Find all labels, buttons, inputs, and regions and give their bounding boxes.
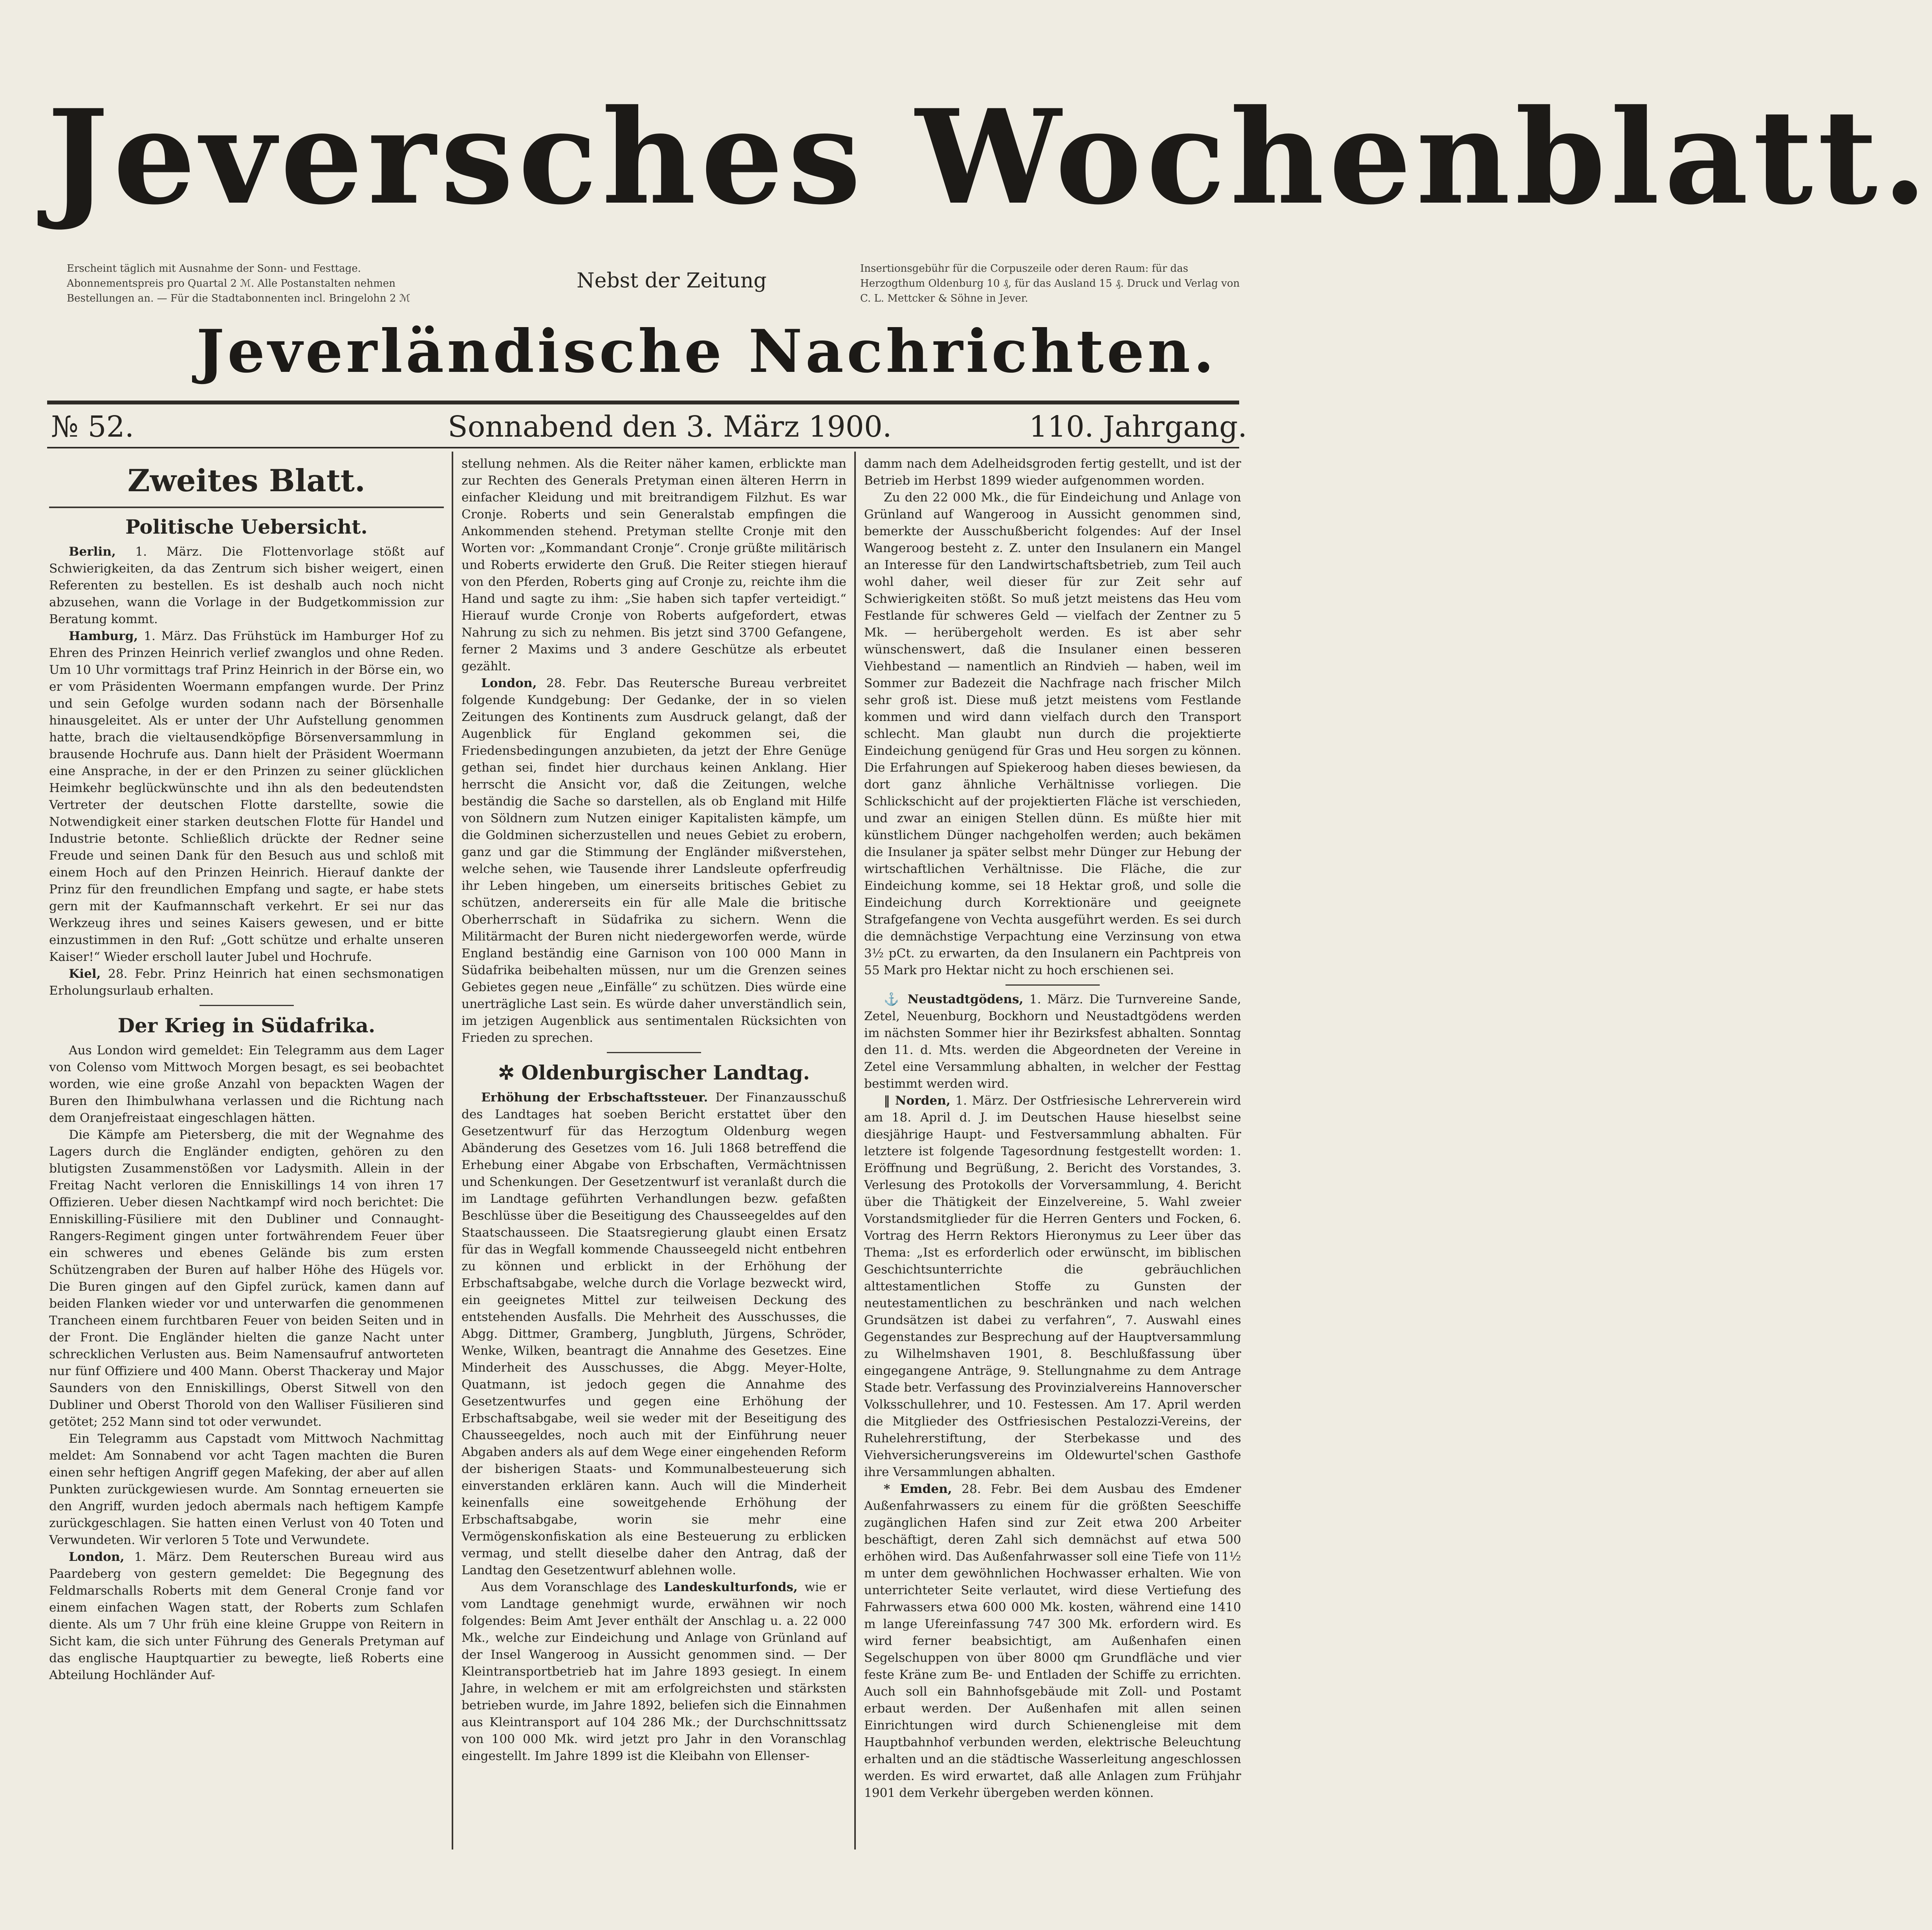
article-paragraph: Aus London wird gemeldet: Ein Telegramm aus dem Lager von Colenso vom Mittwoch Morgen besagt, es sei beobachtet worden, wie eine große Anzahl von bepackten Wagen der Buren den Ihimbulwhana verlassen und die Richtung nach dem Oranjefreistaat eingeschlagen hätten.	[49, 1043, 444, 1125]
article-paragraph: Aus dem Voranschlage des Landeskulturfonds, wie er vom Landtage genehmigt wurde, erwähnen wir noch folgendes: Beim Amt Jever enthält der Anschlag u. a. 22 000 Mk., welche zur Eindeichung und Anlage von Grünland auf der Insel Wangeroog in Aussicht genommen sind. — Der Kleintransportbetrieb hat im Jahre 1893 gesiegt. In einem Jahre, in welchem er mit am erfolgreichsten und stärksten betrieben wurde, im Jahre 1892, beliefen sich die Einnahmen aus Kleintransport auf 104 286 Mk.; der Durchschnittssatz von 100 000 Mk. wird jetzt pro Jahr in den Voranschlag eingestellt. Im Jahre 1899 ist die Kleibahn von Ellenser-	[461, 1580, 846, 1763]
divider	[200, 1005, 294, 1006]
subscription-info: Erscheint täglich mit Ausnahme der Sonn- und Festtage. Abonnementspreis pro Quartal 2 ℳ. Alle Postanstalten nehmen Bestellungen an. — Für die Stadtabonnenten incl. Bringelohn 2 ℳ	[67, 263, 410, 304]
article-lead: Erhöhung der Erbschaftssteuer.	[481, 1090, 708, 1105]
column-3	[864, 456, 1241, 1846]
article-paragraph: Berlin, 1. März. Die Flottenvorlage stößt auf Schwierigkeiten, da das Zentrum sich bisher weigert, einen Referenten zu bestellen. Es ist deshalb auch noch nicht abzusehen, wann die Vorlage in der Budgetkommission zur Beratung kommt.	[49, 545, 444, 626]
divider	[1005, 984, 1100, 986]
dateline: Kiel,	[69, 967, 101, 981]
dateline: Berlin,	[69, 545, 116, 559]
dateline: * Emden,	[884, 1482, 952, 1496]
column-divider	[854, 452, 856, 1850]
dateline: London,	[481, 676, 537, 690]
masthead-subtitle: Jeverländische Nachrichten.	[196, 317, 1217, 386]
column-divider	[452, 452, 453, 1850]
header-rule-bottom	[47, 447, 1239, 448]
article-paragraph: ⚓ Neustadtgödens, 1. März. Die Turnvereine Sande, Zetel, Neuenburg, Bockhorn und Neustadtgödens werden im nächsten Sommer hier ihr Bezirksfest abhalten. Sonntag den 11. d. Mts. werden die Abgeordneten der Vereine in Zetel eine Versammlung abhalten, in welcher der Festtag bestimmt werden wird.	[864, 992, 1241, 1091]
issue-volume: 110. Jahrgang.	[1029, 410, 1247, 444]
masthead-title: Jeversches Wochenblatt.	[47, 81, 1932, 233]
article-paragraph: Die Kämpfe am Pietersberg, die mit der Wegnahme des Lagers durch die Engländer endigten, gehören zu den blutigsten Zusammenstößen vor Ladysmith. Allein in der Freitag Nacht verloren die Enniskillings 14 von ihren 17 Offizieren. Ueber diesen Nachtkampf wird noch berichtet: Die Enniskilling-Füsiliere mit den Dubliner und Connaught-Rangers-Regiment gingen unter fortwährendem Feuer über ein schweres und ebenes Gelände bis zum ersten Schützengraben der Buren auf halber Höhe des Hügels vor. Die Buren gingen auf den Gipfel zurück, kamen dann auf beiden Flanken wieder vor und unterwarfen die genommenen Trancheen einem furchtbaren Feuer von beiden Seiten und in der Front. Die Engländer hielten die ganze Nacht unter schrecklichen Verlusten aus. Beim Namensaufruf antworteten nur fünf Offiziere und 400 Mann. Oberst Thackeray und Major Saunders von den Enniskillings, Oberst Sitwell von den Dubliner und Oberst Thorold von den Walliser Füsilieren sind getötet; 252 Mann sind tot oder verwundet.	[49, 1128, 444, 1429]
advertising-info: Insertionsgebühr für die Corpuszeile oder deren Raum: für das Herzogthum Oldenburg 10 ₰, für das Ausland 15 ₰. Druck und Verlag von C. L. Mettcker & Söhne in Jever.	[860, 263, 1240, 304]
column-2	[461, 456, 846, 1846]
section-heading: Politische Uebersicht.	[125, 515, 368, 538]
article-paragraph: Hamburg, 1. März. Das Frühstück im Hamburger Hof zu Ehren des Prinzen Heinrich verlief zwanglos und ohne Reden. Um 10 Uhr vormittags traf Prinz Heinrich in der Börse ein, wo er vom Präsidenten Woermann empfangen wurde. Der Prinz und sein Gefolge wurden sodann nach der Börsenhalle hinausgeleitet. Als er unter der Uhr Aufstellung genommen hatte, brach die vieltausendköpfige Börsenversammlung in brausende Hochrufe aus. Dann hielt der Präsident Woermann eine Ansprache, in der er den Prinzen zu seiner glücklichen Heimkehr beglückwünschte und ihn als den bedeutendsten Vertreter der deutschen Flotte darstellte, sowie die Notwendigkeit einer starken deutschen Flotte für Handel und Industrie betonte. Schließlich drückte der Redner seine Freude und seinen Dank für den Besuch aus und schloß mit einem Hoch auf den Prinzen Heinrich. Hierauf dankte der Prinz für den freundlichen Empfang und sagte, er habe stets gern mit der Kaufmannschaft verkehrt. Er sei nur das Werkzeug ihres und seines Kaisers gewesen, und er bitte einzustimmen in den Ruf: „Gott schütze und erhalte unseren Kaiser!“ Wieder erscholl lauter Jubel und Hochrufe.	[49, 629, 444, 964]
article-paragraph: * Emden, 28. Febr. Bei dem Ausbau des Emdener Außenfahrwassers zu einem für die größten Seeschiffe zugänglichen Hafen sind zur Zeit etwa 200 Arbeiter beschäftigt, deren Zahl sich demnächst auf etwa 500 erhöhen wird. Das Außenfahrwasser soll eine Tiefe von 11½ m unter dem gewöhnlichen Hochwasser erhalten. Wie von unterrichteter Seite verlautet, wird diese Vertiefung des Fahrwassers etwa 600 000 Mk. kosten, während eine 1410 m lange Ufereinfassung 747 300 Mk. erfordern wird. Es wird ferner beabsichtigt, am Außenhafen einen Segelschuppen von über 8000 qm Grundfläche und vier feste Kräne zum Be- und Entladen der Schiffe zu errichten. Auch soll ein Bahnhofsgebäude mit Zoll- und Postamt erbaut werden. Der Außenhafen mit allen seinen Einrichtungen wird durch Schienengleise mit dem Hauptbahnhof verbunden werden, elektrische Beleuchtung erhalten und an die städtische Wasserleitung angeschlossen werden. Es wird erwartet, daß alle Anlagen zum Frühjahr 1901 dem Verkehr übergeben werden können.	[864, 1482, 1241, 1800]
article-paragraph: Zu den 22 000 Mk., die für Eindeichung und Anlage von Grünland auf Wangeroog in Aussicht genommen sind, bemerkte der Ausschußbericht folgendes: Auf der Insel Wangeroog besteht z. Z. unter den Insulanern ein Mangel an Interesse für den Landwirtschaftsbetrieb, zum Teil auch wohl daher, weil dieser für zur Zeit sehr auf Schwierigkeiten stößt. So muß jetzt meistens das Heu vom Festlande für schweres Geld — vielfach der Zentner zu 5 Mk. — herübergeholt werden. Es ist aber sehr wünschenswert, daß die Insulaner einen besseren Viehbestand — namentlich an Rindvieh — haben, weil im Sommer zur Badezeit die Nachfrage nach frischer Milch sehr groß ist. Diese muß jetzt meistens vom Festlande kommen und wird dann vielfach durch den Transport schlecht. Man glaubt nun durch die projektierte Eindeichung genügend für Gras und Heu sorgen zu können. Die Erfahrungen auf Spiekeroog haben dieses bewiesen, da dort ganz ähnliche Verhältnisse vorliegen. Die Schlickschicht auf der projektierten Fläche ist verschieden, und zwar an einigen Stellen dünn. Es müßte hier mit künstlichem Dünger nachgeholfen werden; auch bekämen die Insulaner ja später selbst mehr Dünger zur Hebung der wirtschaftlichen Verhältnisse. Die Fläche, die zur Eindeichung komme, sei 18 Hektar groß, und solle die Eindeichung durch Korrektionäre und geeignete Strafgefangene von Vechta ausgeführt werden. Es sei durch die demnächstige Verpachtung eine Verzinsung von etwa 3½ pCt. zu erwarten, da den Insulanern ein Pachtpreis von 55 Mark pro Hektar nicht zu hoch erschienen sei.	[864, 490, 1241, 977]
dateline: ⚓ Neustadtgödens,	[884, 992, 1024, 1006]
article-lead: Landeskulturfonds,	[664, 1580, 798, 1594]
dateline: London,	[69, 1550, 125, 1564]
divider	[49, 507, 444, 508]
article-paragraph: London, 1. März. Dem Reuterschen Bureau wird aus Paardeberg von gestern gemeldet: Die Begegnung des Feldmarschalls Roberts mit dem General Cronje fand vor einem einfachen Wagen statt, der Roberts zum Schlafen diente. Als um 7 Uhr früh eine kleine Gruppe von Reitern in Sicht kam, die sich unter Führung des Generals Pretyman auf das englische Hauptquartier zu bewegte, ließ Roberts eine Abteilung Hochländer Auf-	[49, 1550, 444, 1682]
dateline: ‖ Norden,	[884, 1094, 950, 1108]
article-paragraph: Erhöhung der Erbschaftssteuer. Der Finanzausschuß des Landtages hat soeben Bericht erstattet über den Gesetzentwurf für das Herzogtum Oldenburg wegen Abänderung des Gesetzes vom 16. Juli 1868 betreffend die Erhebung einer Abgabe von Erbschaften, Vermächtnissen und Schenkungen. Der Gesetzentwurf ist veranlaßt durch die im Landtage geführten Verhandlungen bezw. gefaßten Beschlüsse über die Beseitigung des Chausseegeldes auf den Staatschausseen. Die Staatsregierung glaubt einen Ersatz für das in Wegfall kommende Chausseegeld nicht entbehren zu können und erblickt in der Erhöhung der Erbschaftsabgabe, welche durch die Vorlage bezweckt wird, ein geeignetes Mittel zur teilweisen Deckung des entstehenden Ausfalls. Die Mehrheit des Ausschusses, die Abgg. Dittmer, Gramberg, Jungbluth, Jürgens, Schröder, Wenke, Wilken, beantragt die Annahme des Gesetzes. Eine Minderheit des Ausschusses, die Abgg. Meyer-Holte, Quatmann, ist jedoch gegen die Annahme des Gesetzentwurfes und gegen eine Erhöhung der Erbschaftsabgabe, weil sie weder mit der Beseitigung des Chausseegeldes, noch auch mit der Einführung neuer Abgaben anders als auf dem Wege einer eingehenden Reform der bisherigen Staats- und Kommunalbesteuerung sich einverstanden erklären kann. Auch will die Minderheit keinenfalls eine soweitgehende Erhöhung der Erbschaftsabgabe, worin sie mehr eine Vermögenskonfiskation als eine Besteuerung zu erblicken vermag, und stellt dieselbe daher den Antrag, daß der Landtag den Gesetzentwurf ablehnen wolle.	[461, 1090, 846, 1577]
article-paragraph: Ein Telegramm aus Capstadt vom Mittwoch Nachmittag meldet: Am Sonnabend vor acht Tagen machten die Buren einen sehr heftigen Angriff gegen Mafeking, der aber auf allen Punkten zurückgewiesen wurde. Am Sonntag erneuerten sie den Angriff, wurden jedoch abermals nach heftigem Kampfe zurückgeschlagen. Sie hatten einen Verlust von 40 Toten und Verwundeten. Wir verloren 5 Tote und Verwundete.	[49, 1432, 444, 1547]
header-rule-top	[47, 401, 1239, 404]
dateline: Hamburg,	[69, 629, 138, 643]
masthead-tagline: Nebst der Zeitung	[577, 269, 767, 293]
article-paragraph: Kiel, 28. Febr. Prinz Heinrich hat einen sechsmonatigen Erholungsurlaub erhalten.	[49, 967, 444, 998]
article-paragraph: ‖ Norden, 1. März. Der Ostfriesische Lehrerverein wird am 18. April d. J. im Deutschen Hause hieselbst seine diesjährige Haupt- und Festversammlung abhalten. Für letztere ist folgende Tagesordnung festgestellt worden: 1. Eröffnung und Begrüßung, 2. Bericht des Vorstandes, 3. Verlesung des Protokolls der Vorversammlung, 4. Bericht über die Thätigkeit der Einzelvereine, 5. Wahl zweier Vorstandsmitglieder für die Herren Genters und Focken, 6. Vortrag des Herrn Rektors Hieronymus zu Leer über das Thema: „Ist es erforderlich oder erwünscht, im biblischen Geschichtsunterrichte die gebräuchlichen alttestamentlichen Stoffe zu Gunsten der neutestamentlichen zu beschränken und nach welchen Grundsätzen ist dabei zu verfahren“, 7. Auswahl eines Gegenstandes zur Besprechung auf der Hauptversammlung zu Wilhelmshaven 1901, 8. Beschlußfassung über eingegangene Anträge, 9. Stellungnahme zu dem Antrage Stade betr. Verfassung des Provinzialvereins Hannoverscher Volksschullehrer, und 10. Festessen. Am 17. April werden die Mitglieder des Ostfriesischen Pestalozzi-Vereins, der Ruhelehrerstiftung, der Sterbekasse und des Viehversicherungsvereins im Oldewurtel'schen Gasthofe ihre Versammlungen abhalten.	[864, 1094, 1242, 1479]
divider	[607, 1052, 701, 1053]
section-heading: Der Krieg in Südafrika.	[117, 1014, 375, 1037]
issue-number: № 52.	[51, 410, 134, 444]
issue-date: Sonnabend den 3. März 1900.	[448, 410, 892, 444]
column-1	[49, 456, 444, 1846]
article-paragraph: stellung nehmen. Als die Reiter näher kamen, erblickte man zur Rechten des Generals Pretyman einen älteren Herrn in einfacher Kleidung und mit breitrandigem Filzhut. Es war Cronje. Roberts und sein Generalstab empfingen die Ankommenden stehend. Pretyman stellte Cronje mit den Worten vor: „Kommandant Cronje“. Cronje grüßte militärisch und Roberts erwiderte den Gruß. Die Reiter stiegen hierauf von den Pferden, Roberts ging auf Cronje zu, reichte ihm die Hand und sagte zu ihm: „Sie haben sich tapfer verteidigt.“ Hierauf wurde Cronje von Roberts aufgefordert, etwas Nahrung zu sich zu nehmen. Bis jetzt sind 3700 Gefangene, ferner 2 Maxims und 3 andere Geschütze als erbeutet gezählt.	[461, 457, 846, 673]
article-paragraph: London, 28. Febr. Das Reutersche Bureau verbreitet folgende Kundgebung: Der Gedanke, der in so vielen Zeitungen des Kontinents zum Ausdruck gelangt, daß der Augenblick für England gekommen sei, die Friedensbedingungen anzubieten, da jetzt der Ehre Genüge gethan sei, findet hier durchaus keinen Anklang. Hier herrscht die Ansicht vor, daß die Zeitungen, welche beständig die Sache so darstellen, als ob England mit Hilfe von Söldnern zum Nutzen einiger Kapitalisten kämpfe, um die Goldminen sicherzustellen und neues Gebiet zu erobern, ganz und gar die Stimmung der Engländer mißverstehen, welche sehen, wie Tausende ihrer Landsleute opferfreudig ihr Leben hingeben, um einerseits britisches Gebiet zu schützen, andererseits ein für alle Male die britische Oberherrschaft in Südafrika zu sichern. Wenn die Militärmacht der Buren nicht niedergeworfen werde, würde England beständig eine Garnison von 100 000 Mann in Südafrika beibehalten müssen, nur um die Grenzen seines Gebietes gegen neue „Einfälle“ zu schützen. Dies würde eine unerträgliche Last sein. Es würde daher unverständlich sein, im jetzigen Augenblick aus sentimentalen Rücksichten von Frieden zu sprechen.	[461, 676, 846, 1045]
section-heading: ✲ Oldenburgischer Landtag.	[498, 1061, 810, 1084]
section-label: Zweites Blatt.	[127, 463, 366, 499]
article-paragraph: damm nach dem Adelheidsgroden fertig gestellt, und ist der Betrieb im Herbst 1899 wieder aufgenommen worden.	[864, 457, 1241, 488]
